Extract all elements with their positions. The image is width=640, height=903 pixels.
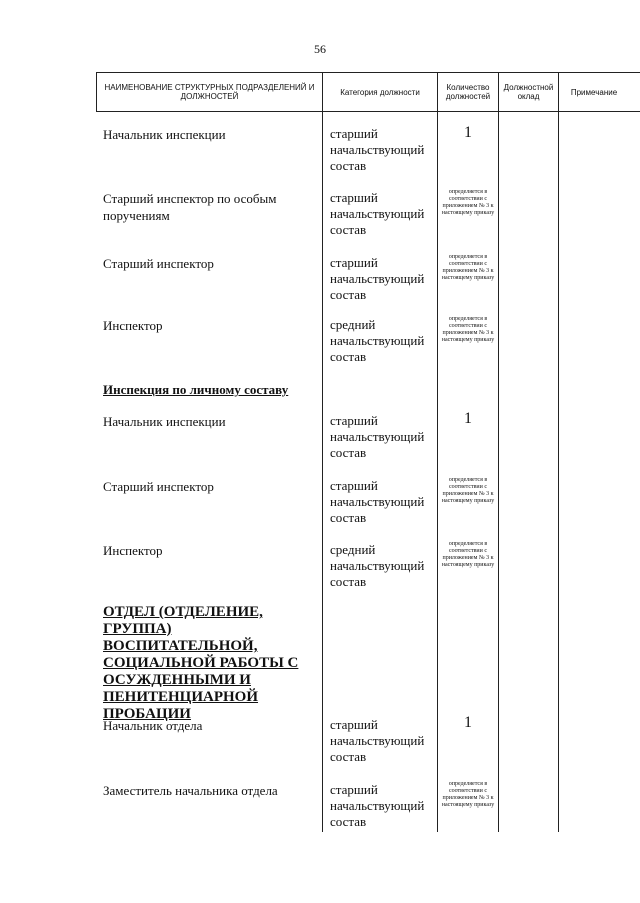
col-divider-quantity: [498, 72, 499, 832]
row-name: Старший инспектор: [103, 256, 214, 271]
row-name: Старший инспектор по особым поручениям: [103, 191, 277, 223]
row-quantity: 1: [464, 410, 472, 427]
row-name: Инспектор: [103, 543, 163, 558]
row-category: старший начальствующий состав: [330, 782, 425, 829]
header-category: Категория должности: [340, 87, 420, 97]
row-quantity: определяется в соответствии с приложением № 3 к настоящему приказу: [441, 477, 495, 504]
row-name: Заместитель начальника отдела: [103, 783, 278, 798]
row-name: Старший инспектор: [103, 479, 214, 494]
row-category: средний начальствующий состав: [330, 317, 425, 364]
row-name: Начальник отдела: [103, 718, 203, 733]
col-divider-salary: [558, 72, 559, 832]
row-quantity: определяется в соответствии с приложением № 3 к настоящему приказу: [441, 781, 495, 808]
row-quantity: 1: [464, 714, 472, 731]
row-name: Инспектор: [103, 318, 163, 333]
header-name: НАИМЕНОВАНИЕ СТРУКТУРНЫХ ПОДРАЗДЕЛЕНИЙ И ДОЛЖНОСТЕЙ: [104, 83, 315, 101]
header-salary: Должностной оклад: [503, 83, 554, 101]
row-category: старший начальствующий состав: [330, 717, 425, 764]
header-note: Примечание: [570, 87, 618, 97]
row-quantity: определяется в соответствии с приложением № 3 к настоящему приказу: [441, 541, 495, 568]
row-quantity: определяется в соответствии с приложением № 3 к настоящему приказу: [441, 254, 495, 281]
row-category: старший начальствующий состав: [330, 413, 425, 460]
row-category: средний начальствующий состав: [330, 542, 425, 589]
page-number: 56: [314, 42, 326, 56]
header-quantity: Количество должностей: [445, 83, 491, 101]
row-category: старший начальствующий состав: [330, 190, 425, 237]
section-title: ОТДЕЛ (ОТДЕЛЕНИЕ, ГРУППА) ВОСПИТАТЕЛЬНОЙ, СОЦИАЛЬНОЙ РАБОТЫ С ОСУЖДЕННЫМИ И ПЕНИТЕНЦИАРНОЙ ПРОБАЦИИ: [103, 604, 299, 722]
row-name: Начальник инспекции: [103, 414, 226, 429]
row-name: Начальник инспекции: [103, 127, 226, 142]
row-category: старший начальствующий состав: [330, 255, 425, 302]
row-category: старший начальствующий состав: [330, 126, 425, 173]
row-quantity: определяется в соответствии с приложением № 3 к настоящему приказу: [441, 316, 495, 343]
row-category: старший начальствующий состав: [330, 478, 425, 525]
row-quantity: 1: [464, 124, 472, 141]
section-title: Инспекция по личному составу: [103, 382, 289, 397]
row-quantity: определяется в соответствии с приложением № 3 к настоящему приказу: [441, 189, 495, 216]
